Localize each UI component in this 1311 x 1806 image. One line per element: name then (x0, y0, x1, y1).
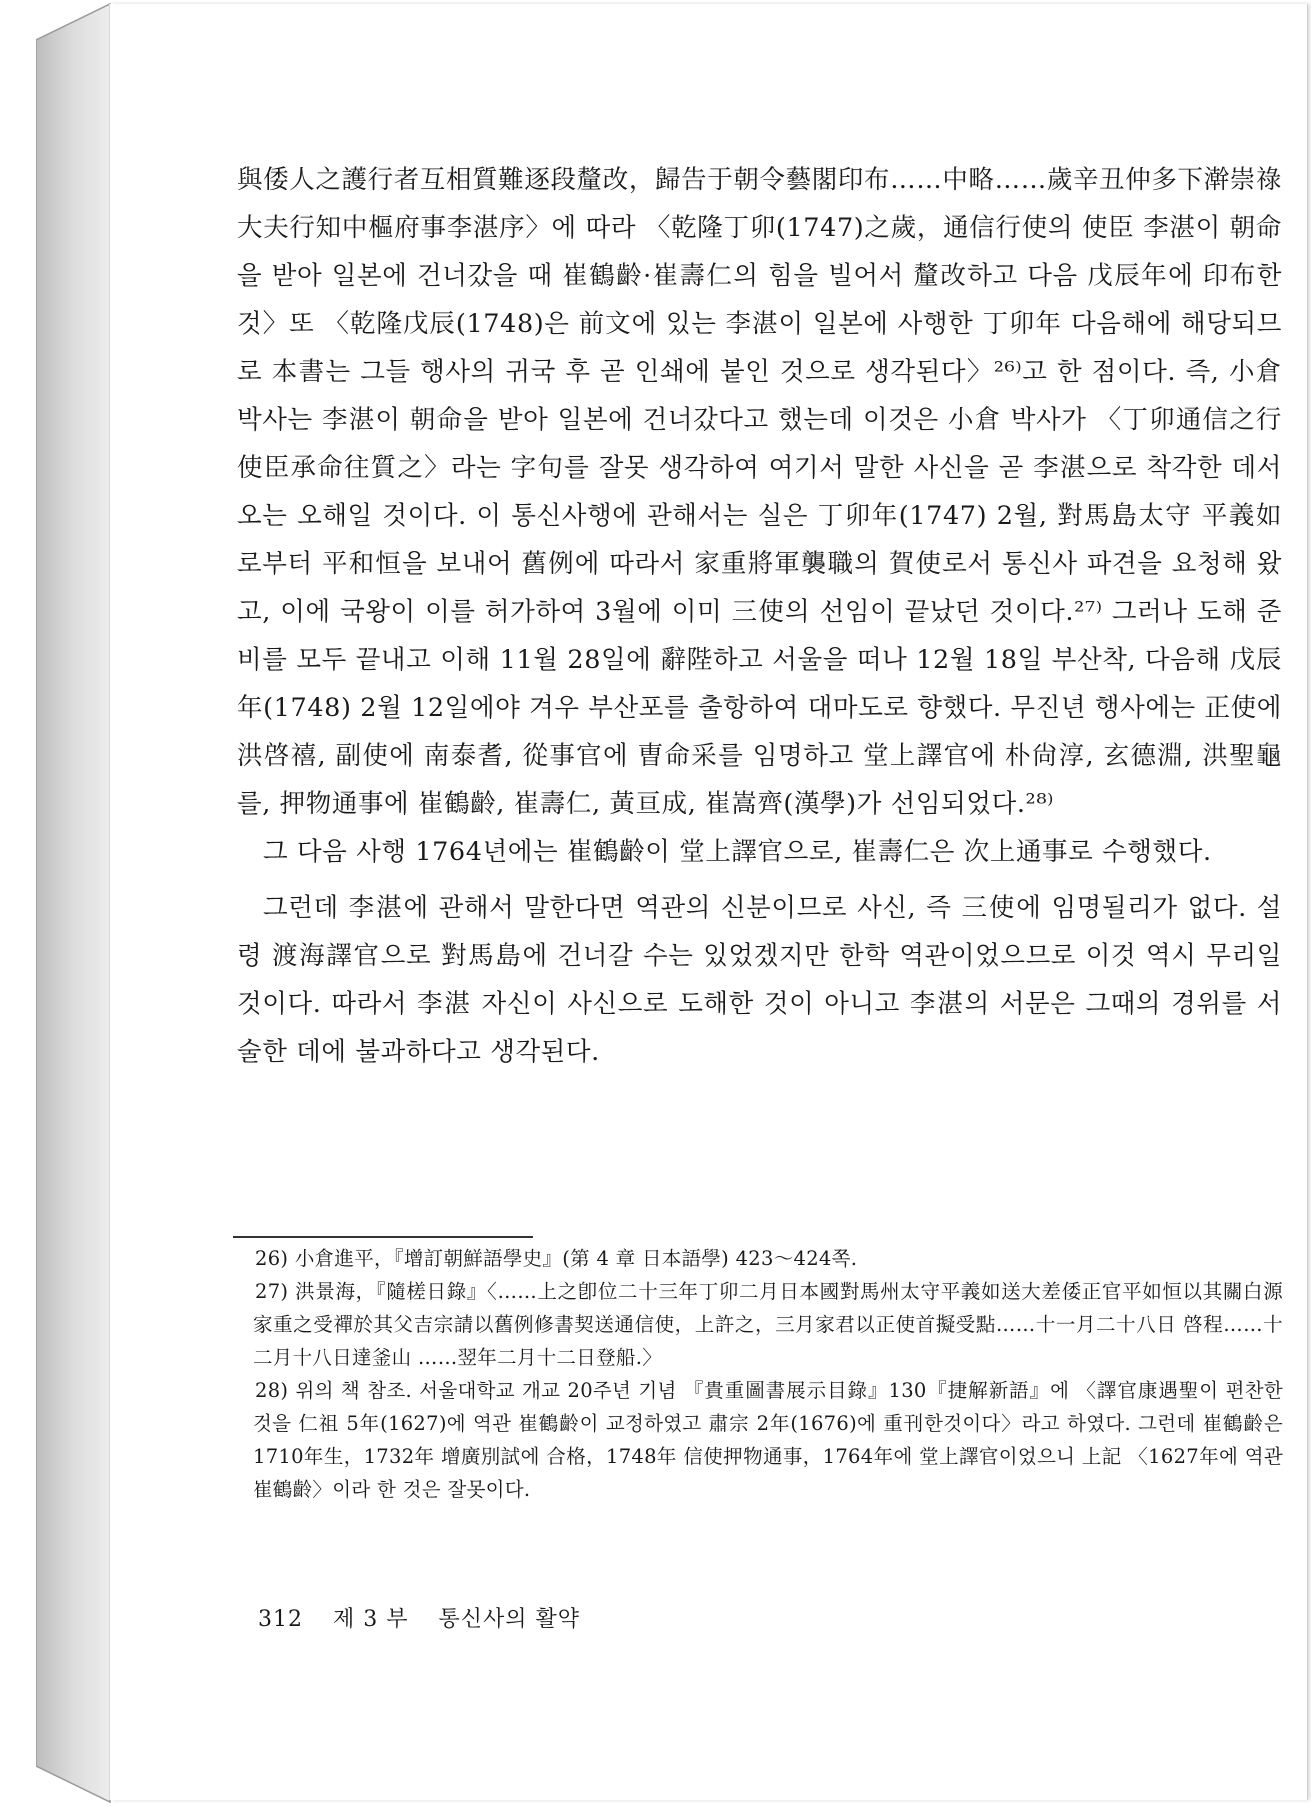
footnote-27: 27) 洪景海，『隨槎日錄』〈……上之卽位二十三年丁卯二月日本國對馬州太守平義如送大差倭正官平如恒以其關白源家重之受禪於其父吉宗請以舊例修書契送通信使，上許之，三月家君以正使首擬受點……十一月二十八日 啓程……十二月十八日達釜山 ……翌年二月十二日登船.〉 (253, 1280, 1283, 1369)
book-spine (36, 0, 116, 1806)
book-spine-graphic (36, 0, 116, 1806)
page-number: 312 (258, 1607, 303, 1632)
book-page (110, 4, 1308, 1800)
paragraph: 그런데 李湛에 관해서 말한다면 역관의 신분이므로 사신, 즉 三使에 임명될리가 없다. 설령 渡海譯官으로 對馬島에 건너갈 수는 있었겠지만 한학 역관이었으므로 이것 역시 무리일 것이다. 따라서 李湛 자신이 사신으로 도해한 것이 아니고 李湛의 서문은 그때의 경위를 서술한 데에 불과하다고 생각된다. (237, 893, 1282, 1067)
footnote-26: 26) 小倉進平，『增訂朝鮮語學史』(第 4 章 日本語學) 423～424쪽. (255, 1247, 858, 1270)
page-footer (258, 1602, 602, 1633)
footnote-divider (233, 1236, 533, 1238)
part-label: 제 3 부 (333, 1607, 409, 1632)
main-text (237, 156, 1282, 1076)
footnotes (253, 1242, 1283, 1506)
paragraph: 그 다음 사행 1764년에는 崔鶴齡이 堂上譯官으로, 崔壽仁은 次上通事로 수행했다. (263, 837, 1212, 867)
paragraph: 與倭人之護行者互相質難逐段釐改，歸告于朝令藝閣印布……中略……歲辛丑仲多下澣崇祿大夫行知中樞府事李湛序〉에 따라 〈乾隆丁卯(1747)之歲，通信行使의 使臣 李湛이 朝命을 받아 일본에 건너갔을 때 崔鶴齡·崔壽仁의 힘을 빌어서 釐改하고 다음 戊辰年에 印布한 것〉또 〈乾隆戊辰(1748)은 前文에 있는 李湛이 일본에 사행한 丁卯年 다음해에 해당되므로 本書는 그들 행사의 귀국 후 곧 인쇄에 붙인 것으로 생각된다〉²⁶⁾고 한 점이다. 즉, 小倉 박사는 李湛이 朝命을 받아 일본에 건너갔다고 했는데 이것은 小倉 박사가 〈丁卯通信之行使臣承命往質之〉라는 字句를 잘못 생각하여 여기서 말한 사신을 곧 李湛으로 착각한 데서 오는 오해일 것이다. 이 통신사행에 관해서는 실은 丁卯年(1747) 2월, 對馬島太守 平義如로부터 平和恒을 보내어 舊例에 따라서 家重將軍襲職의 賀使로서 통신사 파견을 요청해 왔고, 이에 국왕이 이를 허가하여 3월에 이미 三使의 선임이 끝났던 것이다.²⁷⁾ 그러나 도해 준비를 모두 끝내고 이해 11월 28일에 辭陛하고 서울을 떠나 12월 18일 부산착, 다음해 戊辰年(1748) 2월 12일에야 겨우 부산포를 출항하여 대마도로 향했다. 무진년 행사에는 正使에 洪啓禧, 副使에 南泰耆, 從事官에 曺命采를 임명하고 堂上譯官에 朴尙淳, 玄德淵, 洪聖龜를, 押物通事에 崔鶴齡, 崔壽仁, 黃亘成, 崔嵩齊(漢學)가 선임되었다.²⁸⁾ (237, 165, 1282, 819)
chapter-title: 통신사의 활약 (438, 1607, 581, 1632)
footnote-28: 28) 위의 책 참조. 서울대학교 개교 20주년 기념 『貴重圖書展示目錄』130『捷解新語』에 〈譯官康遇聖이 편찬한 것을 仁祖 5年(1627)에 역관 崔鶴齡이 교정하였고 肅宗 2年(1676)에 重刊한것이다〉라고 하였다. 그런데 崔鶴齡은 1710年生，1732年 增廣別試에 合格，1748年 信使押物通事，1764年에 堂上譯官이었으니 上記 〈1627年에 역관 崔鶴齡〉이라 한 것은 잘못이다. (253, 1379, 1283, 1501)
